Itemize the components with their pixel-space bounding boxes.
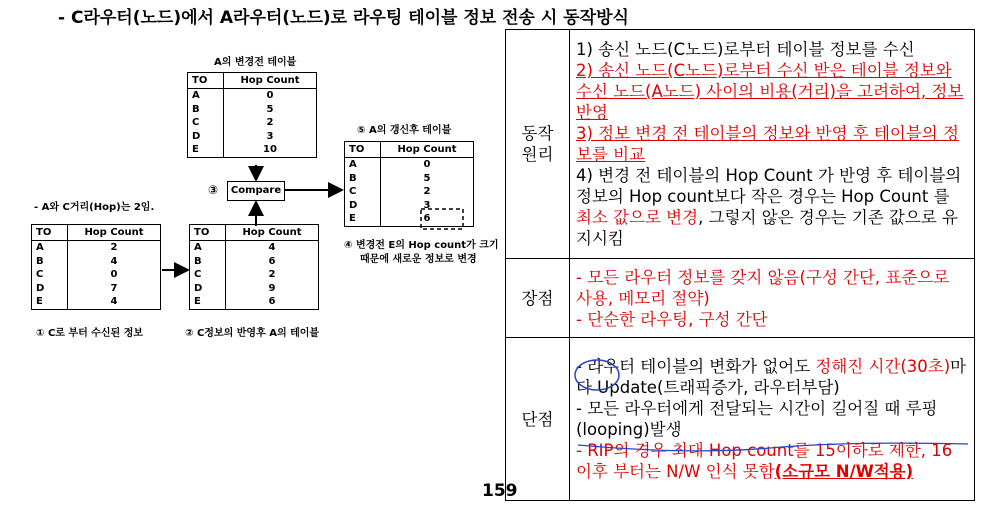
col-to: TO xyxy=(32,225,68,240)
table-after-caption: ⑤ A의 갱신후 테이블 xyxy=(357,125,452,136)
col-hop: Hop Count xyxy=(84,227,144,238)
advantage-header: 장점 xyxy=(506,259,570,338)
hop-cell: 4 xyxy=(110,296,118,307)
hop-cell: 5 xyxy=(266,103,274,115)
hop-cell: 9 xyxy=(268,282,276,294)
table-before-caption: A의 변경전 테이블 xyxy=(214,57,297,68)
hop-cell: 0 xyxy=(423,159,431,170)
to-cell: E xyxy=(192,144,199,155)
step3-marker: ③ xyxy=(208,183,219,197)
disadvantage-1: - 라우터 테이블의 변화가 없어도 정해진 시간(30초)마다 Update(트래픽증가, 라우터부담) xyxy=(576,357,967,397)
hop-cell: 5 xyxy=(423,172,431,184)
routing-table-after xyxy=(344,141,474,227)
disadvantage-3: - RIP의 경우 최대 Hop count를 15이하로 제한, 16 이후 부터는 N/W 인식 못함(소규모 N/W적용) xyxy=(576,441,953,481)
disadvantage-2: - 모든 라우터에게 전달되는 시간이 길어질 때 루핑(looping)발생 xyxy=(576,399,938,439)
principle-content xyxy=(570,30,975,259)
to-cell: E xyxy=(36,296,43,307)
to-cell: A xyxy=(36,242,44,253)
to-cell: C xyxy=(194,269,202,280)
routing-table-before xyxy=(187,72,317,158)
to-cell: B xyxy=(349,172,357,184)
to-cell: A xyxy=(194,242,202,253)
to-cell: D xyxy=(36,282,45,294)
to-cell: D xyxy=(192,130,201,142)
distance-note: - A와 C거리(Hop)는 2임. xyxy=(34,202,155,213)
note4-line2: 때문에 새로운 정보로 변경 xyxy=(360,254,477,265)
hop-cell: 6 xyxy=(423,213,431,224)
to-cell: C xyxy=(36,269,44,280)
principle-step-3: 3) 정보 변경 전 테이블의 정보와 반영 후 테이블의 정보를 비교 xyxy=(576,124,959,164)
note4-line1: ④ 변경전 E의 Hop count가 크기 xyxy=(344,240,499,251)
col-to: TO xyxy=(188,73,224,88)
hop-cell: 10 xyxy=(263,144,277,155)
hop-cell: 7 xyxy=(110,282,118,294)
to-cell: D xyxy=(349,199,358,211)
compare-box: Compare xyxy=(227,181,285,201)
hop-cell: 2 xyxy=(266,117,274,128)
to-cell: B xyxy=(192,103,200,115)
to-cell: A xyxy=(192,90,200,101)
pen-underline xyxy=(578,443,968,451)
routing-table-applied xyxy=(189,224,319,310)
principle-step-4: 4) 변경 전 테이블의 Hop Count 가 반영 후 테이블의 정보의 Hop count보다 작은 경우는 Hop Count 를 최소 값으로 변경, 그렇지 않은 경우는 기존 값으로 유지시킴 xyxy=(576,166,962,248)
to-cell: B xyxy=(36,255,44,267)
to-cell: B xyxy=(194,255,202,267)
col-to: TO xyxy=(190,225,226,240)
page-number: 159 xyxy=(482,481,518,501)
hop-cell: 6 xyxy=(268,255,276,267)
pen-circle xyxy=(575,360,619,390)
to-cell: E xyxy=(194,296,201,307)
principle-step-1: 1) 송신 노드(C노드)로부터 테이블 정보를 수신 xyxy=(576,40,915,59)
col-hop: Hop Count xyxy=(242,227,302,238)
hop-cell: 4 xyxy=(110,255,118,267)
col-hop: Hop Count xyxy=(240,75,300,86)
hop-cell: 4 xyxy=(268,242,276,253)
disadvantage-header: 단점 xyxy=(506,338,570,501)
principle-row xyxy=(506,30,975,259)
page-title: - C라우터(노드)에서 A라우터(노드)로 라우팅 테이블 정보 전송 시 동작방식 xyxy=(58,8,629,28)
to-cell: C xyxy=(192,117,200,128)
to-cell: E xyxy=(349,213,356,224)
table-applied-caption: ② C정보의 반영후 A의 테이블 xyxy=(185,328,320,339)
col-to: TO xyxy=(345,142,381,157)
hop-cell: 3 xyxy=(266,130,274,142)
to-cell: C xyxy=(349,186,357,197)
to-cell: D xyxy=(194,282,203,294)
principle-header: 동작 원리 xyxy=(506,30,570,259)
hop-cell: 2 xyxy=(268,269,276,280)
col-hop: Hop Count xyxy=(397,144,457,155)
principle-step-2: 2) 송신 노드(C노드)로부터 수신 받은 테이블 정보와 수신 노드(A노드) 사이의 비용(거리)을 고려하여, 정보반영 xyxy=(576,61,964,122)
table-c-caption: ① C로 부터 수신된 정보 xyxy=(36,328,144,339)
hop-cell: 2 xyxy=(423,186,431,197)
hop-cell: 2 xyxy=(110,242,118,253)
advantage-content: - 모든 라우터 정보를 갖지 않음(구성 간단, 표준으로 사용, 메모리 절약) - 단순한 라우팅, 구성 간단 xyxy=(570,259,975,338)
pen-annotation xyxy=(570,340,970,460)
to-cell: A xyxy=(349,159,357,170)
advantage-row xyxy=(506,259,975,338)
hop-cell: 0 xyxy=(266,90,274,101)
hop-cell: 0 xyxy=(110,269,118,280)
hop-cell: 6 xyxy=(268,296,276,307)
routing-table-c xyxy=(31,224,161,310)
hop-cell: 3 xyxy=(423,199,431,211)
